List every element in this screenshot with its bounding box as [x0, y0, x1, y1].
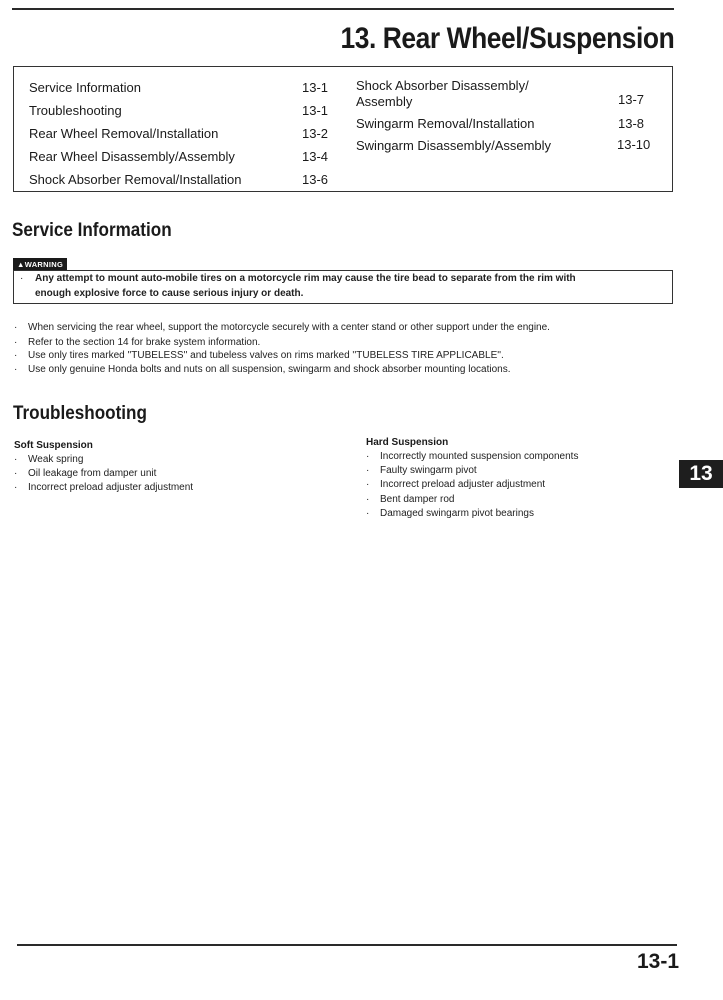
- toc-item-page: 13-10: [617, 137, 651, 152]
- toc-item-label[interactable]: Shock Absorber Removal/Installation: [29, 172, 242, 187]
- warning-text: Any attempt to mount auto-mobile tires on a motorcycle rim may cause the tire bead to separate from the rim with: [35, 273, 576, 284]
- toc-item-label[interactable]: Shock Absorber Disassembly/: [356, 78, 529, 93]
- toc-item-label[interactable]: Rear Wheel Removal/Installation: [29, 126, 219, 141]
- toc-item-page: 13-1: [302, 80, 329, 95]
- list-item: · Oil leakage from damper unit: [14, 468, 157, 479]
- warning-triangle-icon: ▲: [17, 260, 25, 269]
- toc-item-label[interactable]: Assembly: [356, 94, 413, 109]
- toc-item-label[interactable]: Service Information: [29, 80, 141, 95]
- toc-item-page: 13-8: [618, 116, 645, 131]
- toc-item-label[interactable]: Swingarm Disassembly/Assembly: [356, 138, 552, 153]
- toc-item-label[interactable]: Swingarm Removal/Installation: [356, 116, 535, 131]
- section-tab[interactable]: 13: [679, 460, 723, 488]
- note-item: · When servicing the rear wheel, support the motorcycle securely with a center stand or other support under the engine.: [14, 322, 550, 333]
- list-item: · Incorrect preload adjuster adjustment: [14, 482, 194, 493]
- warning-text: enough explosive force to cause serious injury or death.: [35, 288, 304, 299]
- toc-item-page: 13-7: [618, 92, 645, 107]
- toc-item-label[interactable]: Troubleshooting: [29, 103, 122, 118]
- top-rule: [12, 8, 674, 10]
- toc-item-page: 13-1: [302, 103, 329, 118]
- list-item: · Incorrect preload adjuster adjustment: [366, 479, 546, 490]
- toc-item-page: 13-4: [302, 149, 329, 164]
- note-item: · Refer to the section 14 for brake system information.: [14, 337, 261, 348]
- bottom-rule: [17, 944, 677, 946]
- troubleshooting-heading: Troubleshooting: [13, 403, 147, 424]
- list-item: · Bent damper rod: [366, 494, 455, 505]
- page-number: 13-1: [636, 950, 679, 973]
- list-item: · Damaged swingarm pivot bearings: [366, 508, 534, 519]
- list-item: · Incorrectly mounted suspension components: [366, 451, 579, 462]
- list-item: · Faulty swingarm pivot: [366, 465, 477, 476]
- toc-item-page: 13-2: [302, 126, 329, 141]
- warning-label: WARNING: [24, 260, 64, 269]
- hard-suspension-heading: Hard Suspension: [366, 437, 449, 448]
- chapter-title: 13. Rear Wheel/Suspension: [340, 22, 674, 55]
- soft-suspension-heading: Soft Suspension: [14, 440, 93, 451]
- service-information-heading: Service Information: [12, 220, 172, 241]
- list-item: · Weak spring: [14, 454, 84, 465]
- note-item: · Use only genuine Honda bolts and nuts on all suspension, swingarm and shock absorber mounting locations.: [14, 364, 511, 375]
- toc-item-page: 13-6: [302, 172, 329, 187]
- warning-bullet-icon: ·: [20, 273, 24, 284]
- note-item: · Use only tires marked ''TUBELESS'' and tubeless valves on rims marked ''TUBELESS TIRE APPLICABLE''.: [14, 350, 504, 361]
- toc-item-label[interactable]: Rear Wheel Disassembly/Assembly: [29, 149, 235, 164]
